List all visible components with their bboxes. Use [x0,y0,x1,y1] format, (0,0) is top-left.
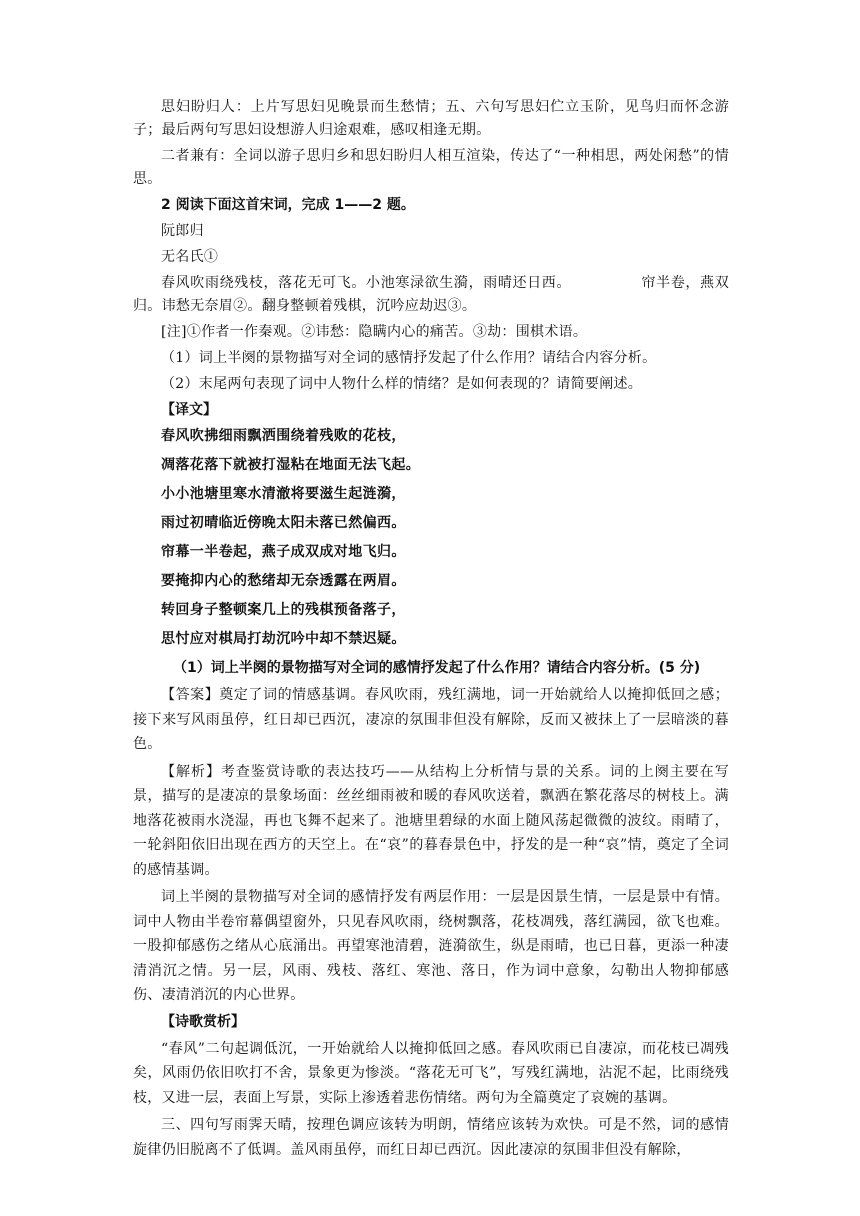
translation-line: 思忖应对棋局打劫沉吟中却不禁迟疑。 [161,631,406,647]
analysis-paragraph-2: 词上半阕的景物描写对全词的感情抒发有两层作用：一层是因景生情，一层是景中有情。词中人物由半卷帘幕偶望窗外，只见春风吹雨，绕树飘落，花枝凋残，落红满园，欲飞也难。一股抑郁感伤之绪从心底涌出。再望寒池清碧，涟漪欲生，纵是雨晴，也已日暮，更添一种凄清消沉之情。另一层，风雨、残枝、落红、寒池、落日，作为词中意象，勾勒出人物抑郁感伤、凄清消沉的内心世界。 [133,889,729,1003]
poem-body [133,272,729,318]
translation-line: 春风吹拂细雨飘洒围绕着残败的花枝， [161,428,406,444]
answer-paragraph: 【答案】奠定了词的情感基调。春风吹雨，残红满地，词一开始就给人以掩抑低回之感；接下来写风雨虽停，红日却已西沉，凄凉的氛围非但没有解除，反而又被抹上了一层暗淡的暮色。 [133,687,729,752]
appreciation-paragraph-1: “春风”二句起调低沉，一开始就给人以掩抑低回之感。春风吹雨已自凄凉，而花枝已凋残矣，风雨仍依旧吹打不舍，景象更为惨淡。“落花无可飞”，写残红满地，沾泥不起，比雨绕残枝，又进一层，表面上写景，实际上渗透着悲伤情绪。两句为全篇奠定了哀婉的基调。 [133,1040,729,1106]
paragraph-siwu: 思妇盼归人：上片写思妇见晚景而生愁情；五、六句写思妇伫立玉阶，见鸟归而怀念游子；最后两句写思妇设想游人归途艰难，感叹相逢无期。 [133,99,729,138]
section-heading: 2 阅读下面这首宋词，完成 1——2 题。 [161,197,415,213]
poem-notes: [注]①作者一作秦观。②讳愁：隐瞒内心的痛苦。③劫：围棋术语。 [161,324,588,340]
poem-body-part2: 帘半卷，燕双归。讳愁无奈眉②。翻身整顿着残棋，沉吟应劫迟③。 [133,275,729,314]
document-page [133,96,729,1165]
translation-lines [133,425,729,651]
appreciation-heading: 【诗歌赏析】 [161,1013,245,1030]
translation-line: 帘幕一半卷起，燕子成双成对地飞归。 [161,544,406,560]
translation-line: 小小池塘里寒水清澈将要滋生起涟漪， [161,486,406,502]
translation-line: 要掩抑内心的愁绪却无奈透露在两眉。 [161,573,406,589]
translation-line: 雨过初晴临近傍晚太阳未落已然偏西。 [161,515,406,531]
appreciation-paragraph-2: 三、四句写雨霁天晴，按理色调应该转为明朗，情绪应该转为欢快。可是不然，词的感情旋律仍旧脱离不了低调。盖风雨虽停，而红日却已西沉。因此凄凉的氛围非但没有解除， [133,1117,729,1158]
translation-line: 转回身子整顿案几上的残棋预备落子， [161,602,406,618]
poem-title: 阮郎归 [161,223,204,239]
question-1: （1）词上半阕的景物描写对全词的感情抒发起了什么作用？请结合内容分析。 [161,350,657,366]
question-2: （2）末尾两句表现了词中人物什么样的情绪？是如何表现的？请简要阐述。 [161,376,643,392]
poem-author: 无名氏① [161,249,219,265]
analysis-paragraph-1: 【解析】考查鉴赏诗歌的表达技巧——从结构上分析情与景的关系。词的上阕主要在写景，描写的是凄凉的景象场面：丝丝细雨被和暖的春风吹送着，飘洒在繁花落尽的树枝上。满地落花被雨水浇湿，再也飞舞不起来了。池塘里碧绿的水面上随风荡起微微的波纹。雨晴了，一轮斜阳依旧出现在西方的天空上。在“哀”的暮春景色中，抒发的是一种“哀”情，奠定了全词的感情基调。 [133,763,729,878]
translation-line: 凋落花落下就被打湿粘在地面无法飞起。 [161,457,421,473]
question-1-title: （1）词上半阕的景物描写对全词的感情抒发起了什么作用？请结合内容分析。(5 分) [173,660,701,676]
paragraph-erzhe: 二者兼有：全词以游子思归乡和思妇盼归人相互渲染，传达了“一种相思，两处闲愁”的情思。 [133,148,729,187]
translation-heading: 【译文】 [161,402,217,418]
poem-body-part1: 春风吹雨绕残枝，落花无可飞。小池寒渌欲生漪，雨晴还日西。 [161,275,572,291]
